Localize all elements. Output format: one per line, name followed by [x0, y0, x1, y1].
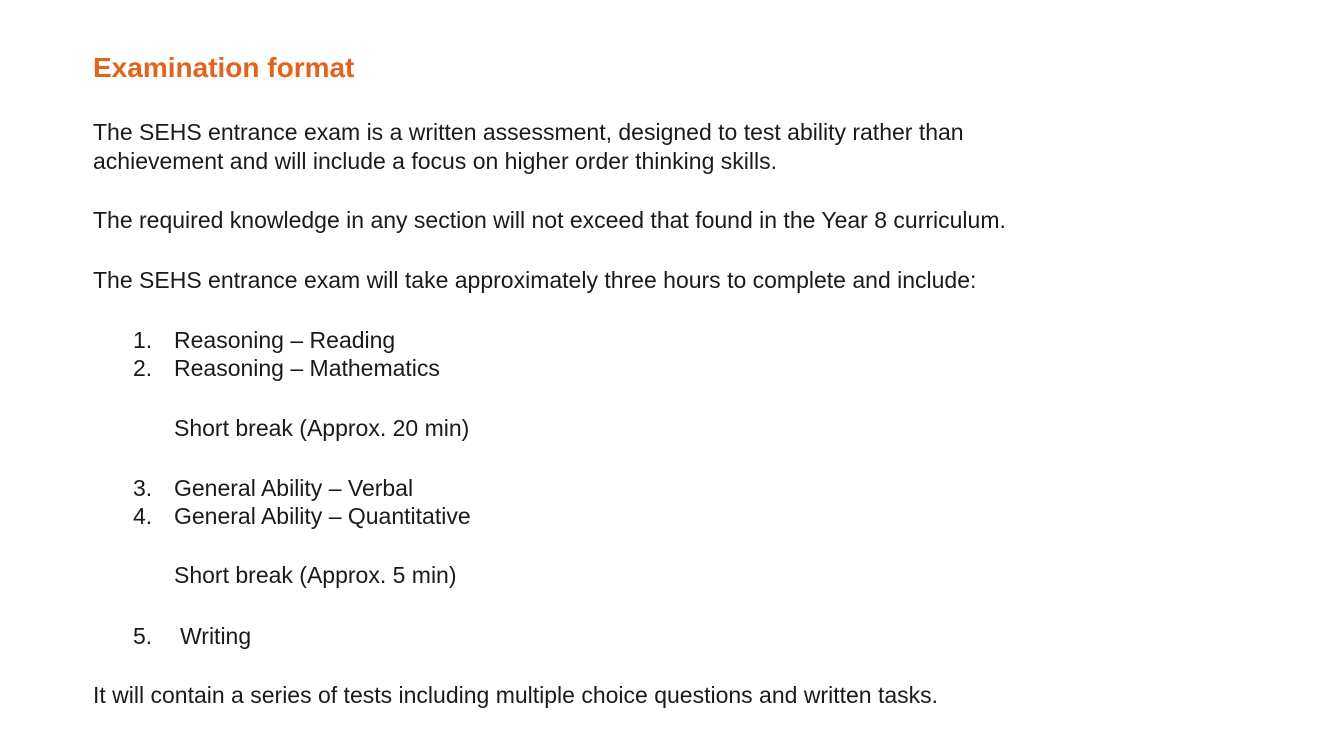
closing-paragraph: It will contain a series of tests including multiple choice questions and written tasks. [93, 682, 939, 708]
page-title: Examination format [93, 52, 355, 83]
duration-paragraph: The SEHS entrance exam will take approximately three hours to complete and include: [93, 267, 977, 293]
knowledge-paragraph: The required knowledge in any section will not exceed that found in the Year 8 curriculum. [93, 207, 1006, 233]
intro-paragraph: The SEHS entrance exam is a written assessment, designed to test ability rather than achievement and will include a focus on higher order thinking skills. [93, 119, 964, 174]
